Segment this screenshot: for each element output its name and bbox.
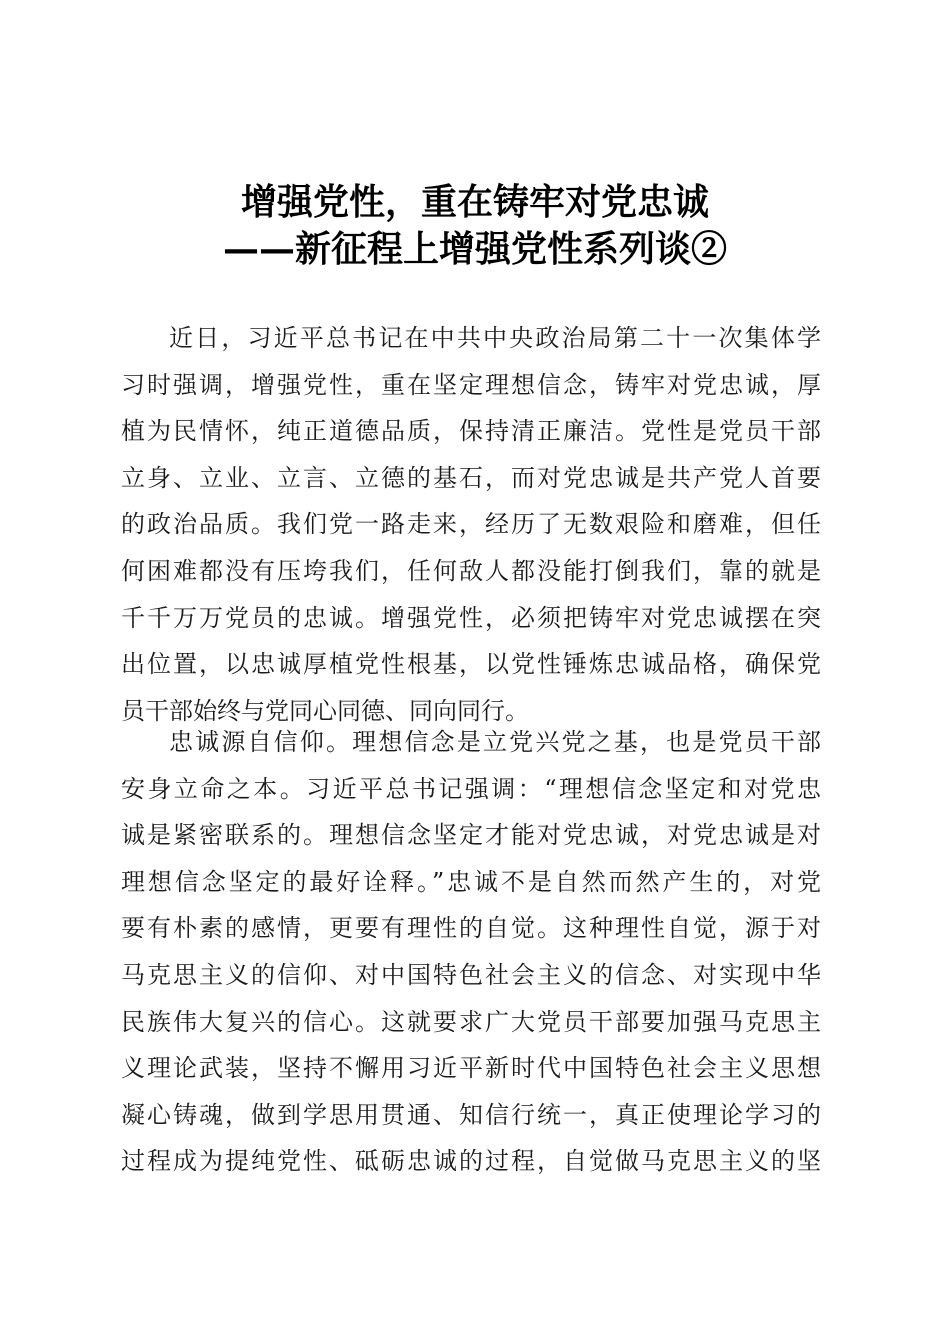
text-line: 员干部始终与党同心同德、同向同行。 (121, 696, 529, 725)
text-line: 立身、立业、立言、立德的基石，而对党忠诚是共产党人首要 (121, 463, 821, 492)
text-line: 理想信念坚定的最好诠释。”忠诚不是自然而然产生的，对党 (121, 867, 821, 896)
text-line: 凝心铸魂，做到学思用贯通、知信行统一，真正使理论学习的 (121, 1100, 821, 1129)
document-title: 增强党性，重在铸牢对党忠诚 (240, 181, 709, 223)
text-line: 诚是紧密联系的。理想信念坚定才能对党忠诚，对党忠诚是对 (121, 821, 821, 850)
text-line: 何困难都没有压垮我们，任何敌人都没能打倒我们，靠的就是 (121, 556, 821, 585)
text-line: 近日，习近平总书记在中共中央政治局第二十一次集体学 (169, 324, 821, 352)
text-line: 安身立命之本。习近平总书记强调：“理想信念坚定和对党忠 (121, 774, 821, 803)
text-line: 习时强调，增强党性，重在坚定理想信念，铸牢对党忠诚，厚 (121, 370, 821, 399)
text-line: 义理论武装，坚持不懈用习近平新时代中国特色社会主义思想 (121, 1054, 821, 1083)
text-line: 马克思主义的信仰、对中国特色社会主义的信念、对实现中华 (121, 960, 821, 989)
text-line: 民族伟大复兴的信心。这就要求广大党员干部要加强马克思主 (121, 1007, 821, 1036)
paragraph-2 (121, 719, 821, 1185)
text-line: 要有朴素的感情，更要有理性的自觉。这种理性自觉，源于对 (121, 914, 821, 943)
text-line: 忠诚源自信仰。理想信念是立党兴党之基，也是党员干部 (169, 728, 821, 756)
text-line: 的政治品质。我们党一路走来，经历了无数艰险和磨难，但任 (121, 510, 821, 539)
text-line: 千千万万党员的忠诚。增强党性，必须把铸牢对党忠诚摆在突 (121, 603, 821, 632)
paragraph-1 (121, 315, 821, 734)
text-line: 过程成为提纯党性、砥砺忠诚的过程，自觉做马克思主义的坚 (121, 1147, 821, 1176)
text-line: 植为民情怀，纯正道德品质，保持清正廉洁。党性是党员干部 (121, 417, 821, 446)
document-subtitle: ——新征程上增强党性系列谈② (222, 228, 727, 270)
text-line: 出位置，以忠诚厚植党性根基，以党性锤炼忠诚品格，确保党 (121, 650, 821, 679)
